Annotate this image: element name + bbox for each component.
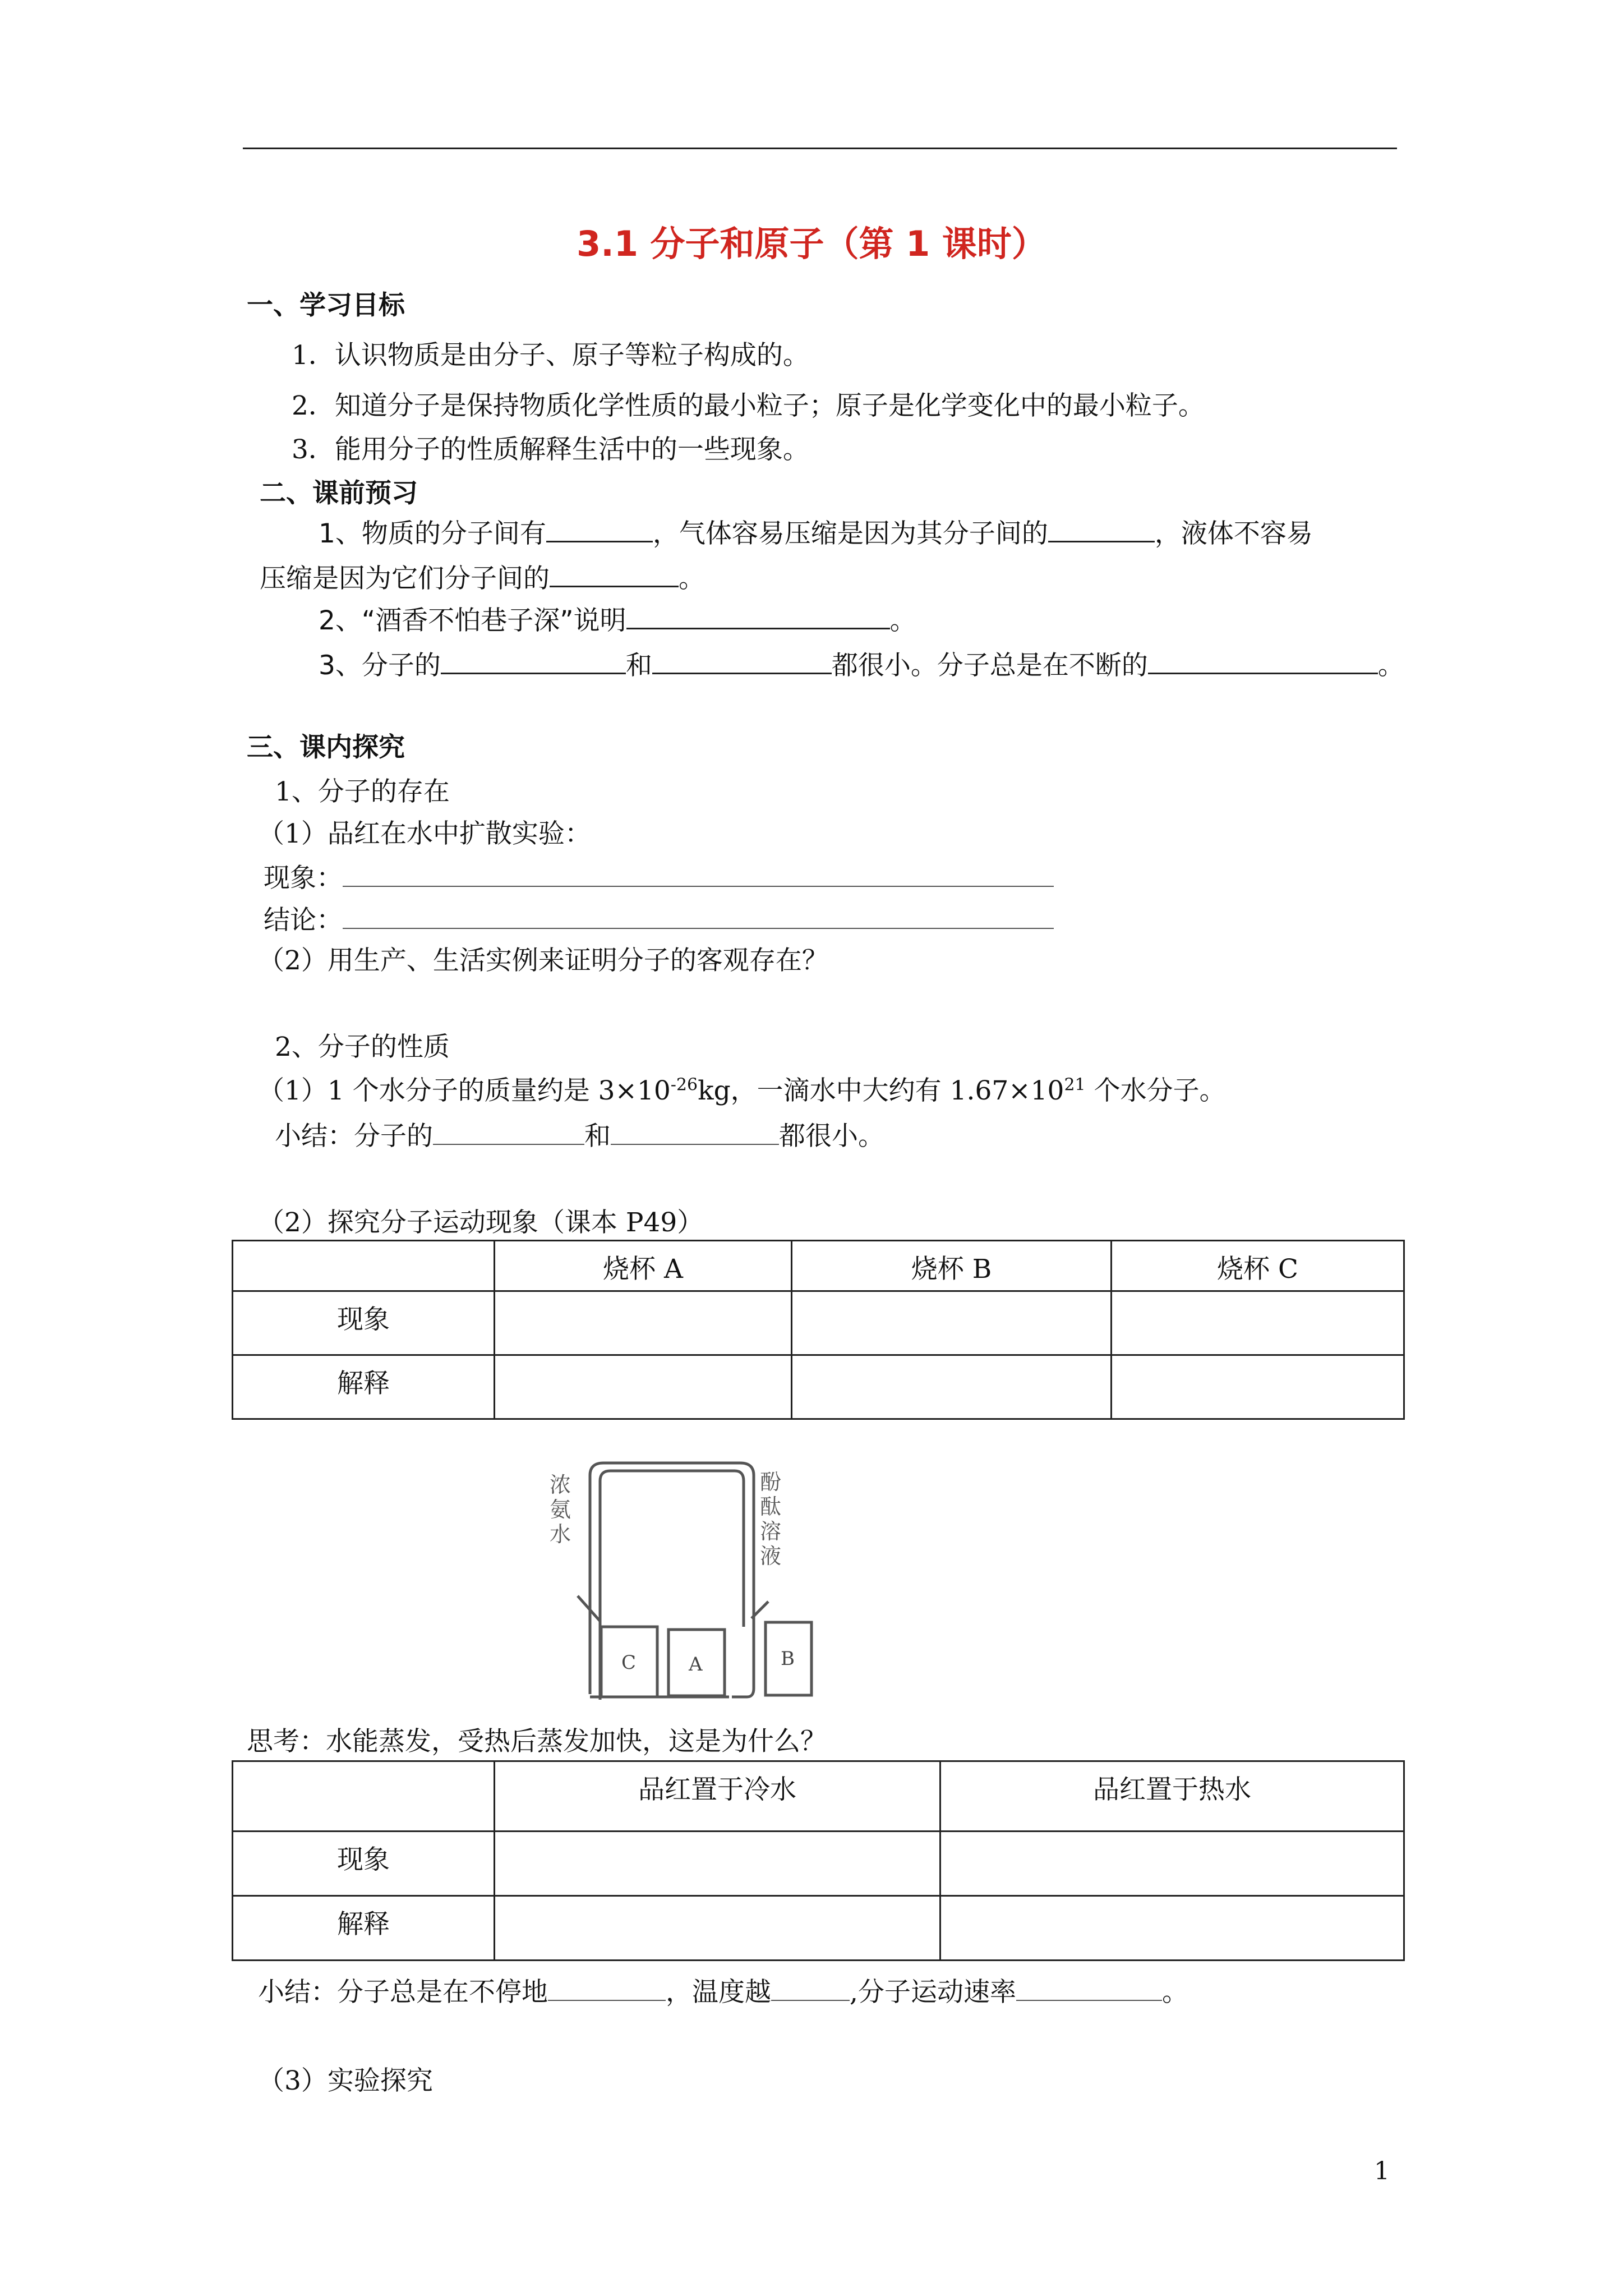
header-rule xyxy=(243,148,1397,149)
beaker-c-label: C xyxy=(621,1651,637,1674)
experiment-1: （1）品红在水中扩散实验： xyxy=(258,818,591,849)
question-evidence: （2）用生产、生活实例来证明分子的客观存在？ xyxy=(258,945,828,976)
preview-q3-text-a: 3、分子的 xyxy=(319,650,441,681)
objective-2: 2．知道分子是保持物质化学性质的最小粒子；原子是化学变化中的最小粒子。 xyxy=(292,390,1205,421)
summary-2-text-c: ,分子运动速率 xyxy=(850,1977,1016,2008)
preview-q3 xyxy=(319,648,1404,683)
objective-3: 3．能用分子的性质解释生活中的一些现象。 xyxy=(292,434,809,465)
table-cell[interactable] xyxy=(495,1896,940,1961)
beaker-b-label: B xyxy=(781,1648,795,1670)
phenomenon-line xyxy=(264,862,1054,895)
table-header-empty xyxy=(233,1241,495,1291)
exponent-2: 21 xyxy=(1064,1075,1086,1095)
table-cell[interactable] xyxy=(495,1832,940,1896)
beaker-a-label: A xyxy=(689,1653,703,1676)
blank[interactable] xyxy=(1148,648,1378,674)
blank[interactable] xyxy=(652,648,832,674)
objective-1: 1．认识物质是由分子、原子等粒子构成的。 xyxy=(292,340,809,371)
table-row-label: 解释 xyxy=(233,1355,495,1419)
page-title: 3.1 分子和原子（第 1 课时） xyxy=(577,223,1046,264)
apparatus-figure xyxy=(538,1458,830,1705)
summary-1-text-b: 和 xyxy=(584,1121,611,1152)
think-question: 思考：水能蒸发，受热后蒸发加快，这是为什么？ xyxy=(247,1726,827,1757)
table-header-cold-water: 品红置于冷水 xyxy=(495,1761,940,1832)
preview-q3-text-d: 。 xyxy=(1377,650,1404,681)
blank[interactable] xyxy=(611,1121,779,1145)
blank[interactable] xyxy=(550,561,679,587)
beaker-table xyxy=(232,1240,1405,1420)
property-1-text-c: 个水分子。 xyxy=(1085,1075,1226,1106)
table-cell[interactable] xyxy=(495,1355,792,1419)
preview-q1-line1 xyxy=(319,516,1313,551)
property-2: （2）探究分子运动现象（课本 P49） xyxy=(258,1207,704,1238)
preview-q1-text-c: ，液体不容易 xyxy=(1154,518,1313,549)
preview-q1-text-e: 。 xyxy=(679,563,705,594)
conclusion-label: 结论： xyxy=(264,905,343,936)
exponent-1: -26 xyxy=(670,1075,698,1095)
table-cell[interactable] xyxy=(1112,1291,1404,1355)
preview-q1-text-b: ，气体容易压缩是因为其分子间的 xyxy=(652,518,1048,549)
summary-2-text-b: ，温度越 xyxy=(666,1977,771,2008)
blank[interactable] xyxy=(1048,516,1155,542)
table-header-beaker-b: 烧杯 B xyxy=(792,1241,1112,1291)
blank[interactable] xyxy=(626,603,890,629)
property-1 xyxy=(258,1074,1226,1108)
section3-heading: 三、课内探究 xyxy=(247,732,405,763)
blank[interactable] xyxy=(441,648,626,674)
section1-heading: 一、学习目标 xyxy=(247,290,405,321)
preview-q3-text-b: 和 xyxy=(625,650,652,681)
conclusion-line xyxy=(264,904,1054,937)
preview-q1-line2 xyxy=(260,561,705,596)
table-header-beaker-c: 烧杯 C xyxy=(1112,1241,1404,1291)
phenomenon-blank[interactable] xyxy=(343,863,1054,887)
preview-q2-text-a: 2、“酒香不怕巷子深”说明 xyxy=(319,605,626,636)
page-number: 1 xyxy=(1374,2157,1390,2185)
table-cell[interactable] xyxy=(1112,1355,1404,1419)
preview-q2 xyxy=(319,603,916,638)
table-row-label: 现象 xyxy=(233,1832,495,1896)
table-cell[interactable] xyxy=(940,1832,1404,1896)
blank[interactable] xyxy=(548,1977,666,2001)
table-row-label: 现象 xyxy=(233,1291,495,1355)
summary-1-text-c: 都很小。 xyxy=(779,1121,884,1152)
experiment-explore: （3）实验探究 xyxy=(258,2065,433,2096)
preview-q1-text-a: 1、物质的分子间有 xyxy=(319,518,546,549)
blank[interactable] xyxy=(1016,1977,1162,2001)
table-row-label: 解释 xyxy=(233,1896,495,1961)
ammonia-label: 浓氨水 xyxy=(550,1473,571,1547)
table-cell[interactable] xyxy=(792,1355,1112,1419)
sub-heading-properties: 2、分子的性质 xyxy=(275,1032,450,1062)
table-cell[interactable] xyxy=(792,1291,1112,1355)
section2-heading: 二、课前预习 xyxy=(260,478,418,509)
preview-q1-text-d: 压缩是因为它们分子间的 xyxy=(260,563,550,594)
blank[interactable] xyxy=(546,516,653,542)
table-cell[interactable] xyxy=(940,1896,1404,1961)
summary-2 xyxy=(258,1976,1188,2009)
table-header-empty xyxy=(233,1761,495,1832)
summary-1 xyxy=(275,1120,884,1153)
conclusion-blank[interactable] xyxy=(343,905,1054,929)
phenomenon-label: 现象： xyxy=(264,863,343,894)
table-header-beaker-a: 烧杯 A xyxy=(495,1241,792,1291)
table-cell[interactable] xyxy=(495,1291,792,1355)
blank[interactable] xyxy=(433,1121,584,1145)
temperature-table xyxy=(232,1760,1405,1961)
preview-q2-text-b: 。 xyxy=(889,605,916,636)
summary-2-text-d: 。 xyxy=(1161,1977,1188,2008)
blank[interactable] xyxy=(771,1977,850,2001)
preview-q3-text-c: 都很小。分子总是在不断的 xyxy=(831,650,1148,681)
phenolphthalein-label: 酚酞溶液 xyxy=(760,1470,782,1568)
table-header-hot-water: 品红置于热水 xyxy=(940,1761,1404,1832)
summary-2-text-a: 小结：分子总是在不停地 xyxy=(258,1977,548,2008)
property-1-text-a: （1）1 个水分子的质量约是 3×10 xyxy=(258,1075,671,1106)
summary-1-text-a: 小结：分子的 xyxy=(275,1121,433,1152)
sub-heading-existence: 1、分子的存在 xyxy=(275,776,450,807)
property-1-text-b: kg，一滴水中大约有 1.67×10 xyxy=(698,1075,1064,1106)
